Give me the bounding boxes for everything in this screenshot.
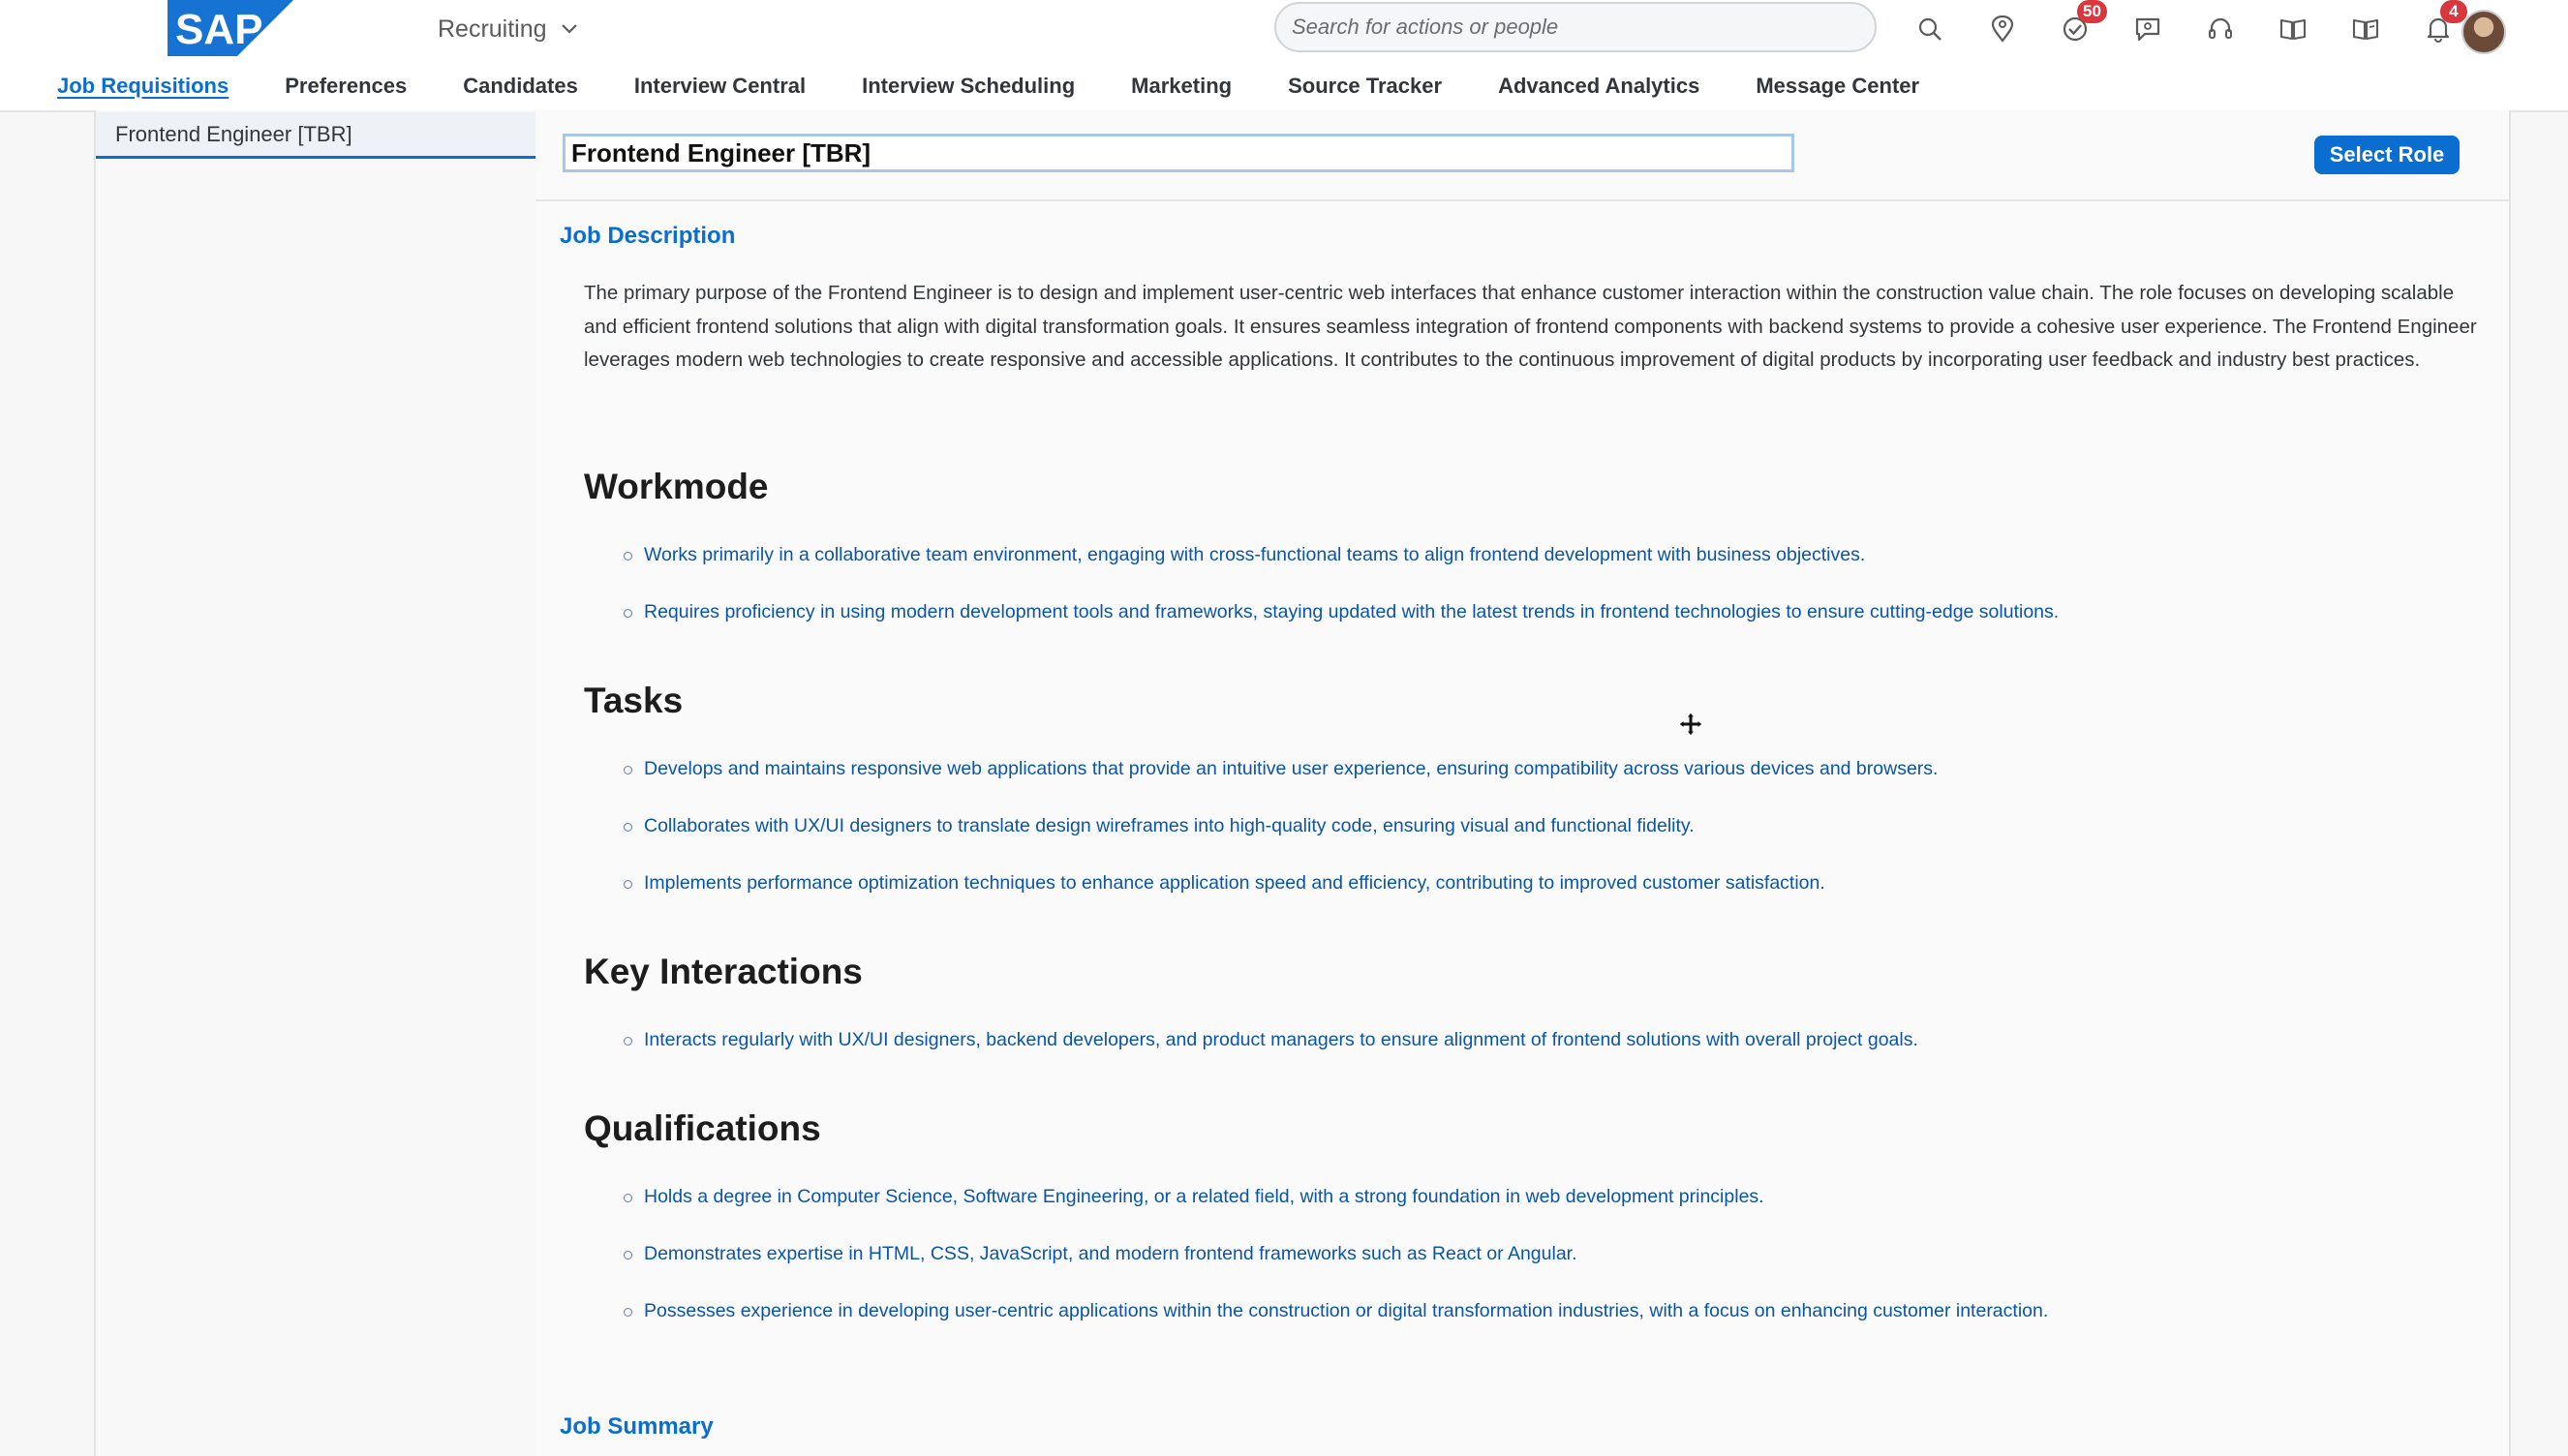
search-input[interactable] — [1290, 14, 1875, 41]
requisition-list — [94, 110, 537, 1456]
avatar[interactable] — [2461, 10, 2506, 54]
job-summary-link[interactable]: Job Summary — [560, 1413, 714, 1440]
job-title-input[interactable] — [563, 134, 1794, 172]
tab-marketing[interactable]: Marketing — [1131, 74, 1233, 98]
list-item: Possesses experience in developing user-centric applications within the construction or digital transformation industries, with a focus on enhancing customer interaction. — [644, 1300, 2049, 1321]
tab-source-tracker[interactable]: Source Tracker — [1288, 74, 1443, 98]
todo-button[interactable] — [2038, 2, 2111, 50]
job-description-link[interactable]: Job Description — [560, 223, 736, 249]
search-icon — [1917, 16, 1942, 42]
app-name: Recruiting — [438, 15, 547, 43]
job-detail — [535, 110, 2511, 1456]
location-pin-icon — [1990, 15, 2015, 43]
title-bar — [535, 110, 2509, 201]
book-icon — [2278, 16, 2308, 42]
tab-message-center[interactable]: Message Center — [1756, 74, 1920, 98]
list-item: Develops and maintains responsive web applications that provide an intuitive user experience, ensuring compatibility across various devices and browsers. — [644, 758, 1939, 779]
search-button[interactable] — [1893, 8, 1966, 50]
requisition-list-item[interactable]: Frontend Engineer [TBR] — [96, 112, 535, 159]
key-interactions-heading: Key Interactions — [584, 952, 863, 991]
support-button[interactable] — [2184, 8, 2256, 50]
tab-candidates[interactable]: Candidates — [463, 74, 578, 98]
tab-job-requisitions[interactable]: Job Requisitions — [57, 74, 229, 98]
sap-logo[interactable] — [168, 0, 293, 56]
help-book-icon — [2351, 16, 2380, 42]
tab-interview-central[interactable]: Interview Central — [633, 74, 807, 98]
list-item: Implements performance optimization techniques to enhance application speed and efficiency, contributing to improved customer satisfaction. — [644, 872, 1825, 894]
list-item: Interacts regularly with UX/UI designers, backend developers, and product managers to ensure alignment of frontend solutions with overall project goals. — [644, 1029, 1918, 1050]
select-role-button[interactable]: Select Role — [2314, 136, 2460, 174]
tab-interview-scheduling[interactable]: Interview Scheduling — [862, 74, 1076, 98]
tab-preferences[interactable]: Preferences — [285, 74, 408, 98]
qualifications-heading: Qualifications — [584, 1108, 821, 1148]
search-field[interactable] — [1274, 2, 1877, 52]
tasks-heading: Tasks — [584, 681, 684, 720]
chat-icon — [2133, 15, 2162, 43]
tab-advanced-analytics[interactable]: Advanced Analytics — [1498, 74, 1700, 98]
shell-bar — [0, 0, 2568, 112]
todo-badge: 50 — [2077, 0, 2107, 23]
help-button[interactable] — [2329, 8, 2401, 50]
list-item: Works primarily in a collaborative team environment, engaging with cross-functional teams to align frontend development with business objectives. — [644, 544, 1866, 565]
chevron-down-icon — [561, 23, 578, 35]
sap-logo-text: SAP — [175, 6, 263, 53]
app-switcher[interactable] — [438, 12, 578, 46]
learning-button[interactable] — [2256, 8, 2329, 50]
list-item: Requires proficiency in using modern development tools and frameworks, staying updated with the latest trends in frontend technologies to ensure cutting-edge solutions. — [644, 601, 2060, 622]
job-description-text: The primary purpose of the Frontend Engineer is to design and implement user-centric web interfaces that enhance customer interaction within the construction value chain. The role focuses on developing scalable and efficient frontend solutions that align with digital transformation goals. It ensures seamless integration of frontend components with backend systems to provide a cohesive user experience. The Frontend Engineer leverages modern web technologies to create responsive and accessible applications. It contributes to the continuous improvement of digital products by incorporating user feedback and industry best practices. — [584, 282, 2477, 371]
list-item: Collaborates with UX/UI designers to translate design wireframes into high-quality code, ensuring visual and functional fidelity. — [644, 815, 1695, 836]
notifications-badge: 4 — [2440, 0, 2467, 23]
shell-icon-bar — [1893, 2, 2474, 50]
main-tabs — [57, 74, 1975, 99]
chat-button[interactable] — [2111, 8, 2184, 50]
location-button[interactable] — [1966, 8, 2038, 50]
list-item: Demonstrates expertise in HTML, CSS, JavaScript, and modern frontend frameworks such as React or Angular. — [644, 1243, 1577, 1264]
list-item: Holds a degree in Computer Science, Software Engineering, or a related field, with a strong foundation in web development principles. — [644, 1186, 1764, 1207]
move-cursor-icon — [1678, 712, 1703, 737]
headset-icon — [2207, 15, 2234, 43]
workmode-heading: Workmode — [584, 467, 769, 506]
